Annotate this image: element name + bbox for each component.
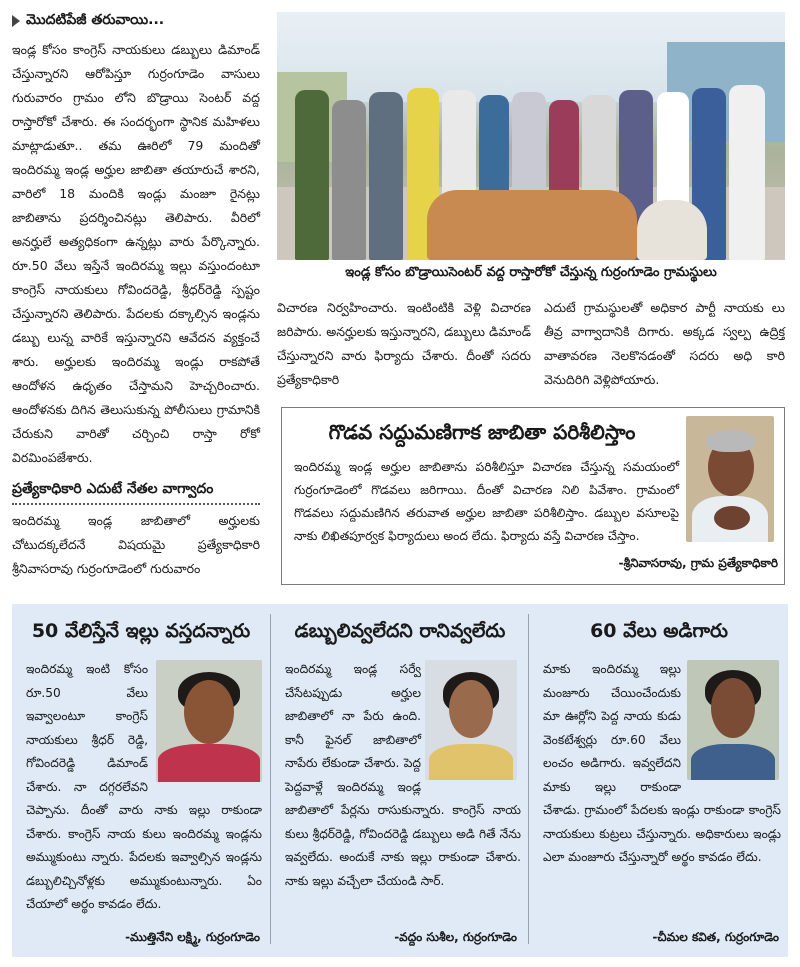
middle-column-1 [277, 296, 531, 392]
resident-quotes-panel [12, 604, 788, 957]
kicker-text: మొదటిపేజీ తరువాయి... [26, 11, 165, 28]
quote-byline: -చీమల కవిత, గుర్రంగూడెం [652, 930, 779, 944]
quote-text: ఇందిరమ్మ ఇండ్ల సర్వే చేసేటప్పుడు అర్హుల జాబితాలో నా పేరు ఉంది. కానీ ఫైనల్ జాబితాలో నాపేరు లేకుండా చేశారు. పెద్ద పెద్దవాళ్లే ఇందిరమ్మ ఇండ్ల జాబితాలో పేర్లను రాసుకున్నారు. కాంగ్రెస్ నాయ కులు శ్రీధర్‌రెడ్డి, గోవిందరెడ్డి డబ్బులు అడి గితే నేను ఇవ్వలేదు. అందుకే నాకు ఇల్లు రాకుండా చేశారు. నాకు ఇల్లు వచ్చేలా చేయండి సార్. [285, 658, 521, 893]
quote-byline: -ముత్తినేని లక్ష్మి, గుర్రంగూడెం [125, 930, 260, 944]
arrow-right-icon [12, 15, 20, 27]
officer-portrait [686, 416, 774, 542]
quote-title: 60 వేలు అడిగారు [590, 620, 728, 642]
officer-box-title: గొడవ సద్దుమణిగాక జాబితా పరిశీలిస్తాం [328, 420, 636, 444]
quote-title: డబ్బులివ్వలేదని రానివ్వలేదు [294, 620, 506, 642]
middle-column-2 [544, 296, 785, 392]
quote-title: 50 వేలిస్తేనే ఇల్లు వస్తదన్నారు [31, 620, 251, 642]
left-column [12, 38, 260, 581]
article-paragraph-1: ఇండ్ల కోసం కాంగ్రెస్ నాయకులు డబ్బులు డిమాండ్ చేస్తున్నారని ఆరోపిస్తూ గుర్రంగూడెం వాసులు గురువారం గ్రామం లోని బొడ్రాయి సెంటర్ వద్ద రాస్తారోకో చేశారు. ఈ సందర్భంగా స్థానిక మహిళలు మాట్లాడుతూ.. తమ ఊరిలో 79 మందితో ఇందిరమ్మ ఇండ్ల అర్హుల జాబితా తయారుచే శారని, వారిలో 18 మందికి ఇండ్లు మంజూ రైనట్లు జాబితాను ప్రదర్శించినట్లు తెలిపారు. వీరిలో అనర్హులే అత్యధికంగా ఉన్నట్లు వారు పేర్కొన్నారు. రూ.50 వేలు ఇస్తేనే ఇందిరమ్మ ఇల్లు వస్తుందంటూ కాంగ్రెస్ నాయకులు గోవిందరెడ్డి, శ్రీధర్‌రెడ్డి స్పష్టం చేస్తున్నారని తెలిపారు. పేదలకు దక్కాల్సిన ఇండ్లను డబ్బు లున్న వారికే ఇస్తున్నారని ఆవేదన వ్యక్తంచే శారు. అర్హులకు ఇందిరమ్మ ఇండ్లు రాకపోతే ఆందోళన ఉధృతం చేస్తామని హెచ్చరించారు. ఆందోళనకు దిగిన తెలుసుకున్న పోలీసులు గ్రామానికి చేరుకుని వారితో చర్చించి రాస్తా రోకో విరమింపజేశారు. [12, 42, 260, 465]
article-paragraph-2: ఇందిరమ్మ ఇండ్ల జాబితాలో అర్హులకు చోటుదక్కలేదనే విషయమై ప్రత్యేకాధికారి శ్రీనివాసరావు గుర్రంగూడెంలో గురువారం [12, 513, 260, 576]
quote-text: మాకు ఇందిరమ్మ ఇల్లు మంజూరు చేయించేందుకు మా ఊర్లోని పెద్ద నాయ కుడు వెంకటేశ్వర్లు రూ.60 వేలు లంచం అడిగారు. ఇవ్వలేదని మాకు ఇల్లు రాకుండా చేశాడు. గ్రామంలో పేదలకు ఇండ్లు రాకుండా కాంగ్రెస్ నాయకులు కుట్రలు చేస్తున్నారు. అధికారులు ఇండ్లు ఎలా మంజూరు చేస్తున్నారో అర్థం కావడం లేదు. [543, 658, 781, 870]
quote-card [271, 604, 528, 957]
protest-photo [277, 12, 785, 260]
quote-byline: -వద్దం సుశీల, గుర్రంగూడెం [394, 930, 517, 944]
portrait-spacer [681, 658, 781, 780]
continued-kicker [12, 10, 252, 32]
officer-statement-box [281, 407, 785, 585]
article-paragraph-3: విచారణ నిర్వహించారు. ఇంటింటికి వెళ్లి విచారణ జరిపారు. అనర్హులకు ఇస్తున్నారని, డబ్బులు డిమాండ్ చేస్తున్నారని వారు ఫిర్యాదు చేశారు. దీంతో సదరు ప్రత్యేకాధికారి [277, 300, 531, 387]
officer-statement-text: ఇందిరమ్మ ఇండ్ల అర్హుల జాబితాను పరిశీలిస్తూ విచారణ చేస్తున్న సమయంలో గుర్రంగూడెంలో గొడవలు జరిగాయి. దీంతో విచారణ నిలి పివేశాం. గ్రామంలో గొడవలు సద్దుమణిగిన తరువాత అర్హుల జాబితా పరిశీలిస్తాం. డబ్బుల వసూలపై నాకు లిఖితపూర్వక ఫిర్యాదులు అంద లేదు. ఫిర్యాదు వస్తే విచారణ చేస్తాం. [294, 460, 679, 543]
officer-byline: -శ్రీనివాసరావు, గ్రామ ప్రత్యేకాధికారి [618, 556, 778, 570]
photo-caption: ఇండ్ల కోసం బొడ్రాయిసెంటర్ వద్ద రాస్తారోకో చేస్తున్న గుర్రంగూడెం గ్రామస్థులు [345, 265, 717, 280]
quote-card [529, 604, 788, 957]
portrait-spacer [148, 658, 262, 782]
subheading: ప్రత్యేకాధికారి ఎదుటే నేతల వాగ్వాదం [12, 478, 260, 505]
quote-text: ఇందిరమ్మ ఇంటి కోసం రూ.50 వేలు ఇవ్వాలంటూ కాంగ్రెస్ నాయకులు శ్రీధర్ రెడ్డి, గోవిందరెడ్డి డిమాండ్ చేశారు. నా దగ్గరలేవని చెప్పాను. దీంతో వారు నాకు ఇల్లు రాకుండా చేశారు. కాంగ్రెస్ నాయ కులు ఇందిరమ్మ ఇండ్లను అమ్ముకుంటు న్నారు. పేదలకు ఇవ్వాల్సిన ఇండ్లను డబ్బులిచ్చినోళ్లకు అమ్ముకుంటున్నారు. ఏం చేయాలో అర్థం కావడం లేదు. [26, 658, 262, 917]
portrait-spacer [421, 658, 521, 780]
article-paragraph-4: ఎదుటే గ్రామస్థులతో అధికార పార్టీ నాయకు లు తీవ్ర వాగ్వాదానికి దిగారు. అక్కడ స్వల్ప ఉద్రిక్త వాతావరణ నెలకొనడంతో సదరు అధి కారి వెనుదిరిగి వెళ్లిపోయారు. [544, 300, 785, 387]
quote-card [12, 604, 270, 957]
